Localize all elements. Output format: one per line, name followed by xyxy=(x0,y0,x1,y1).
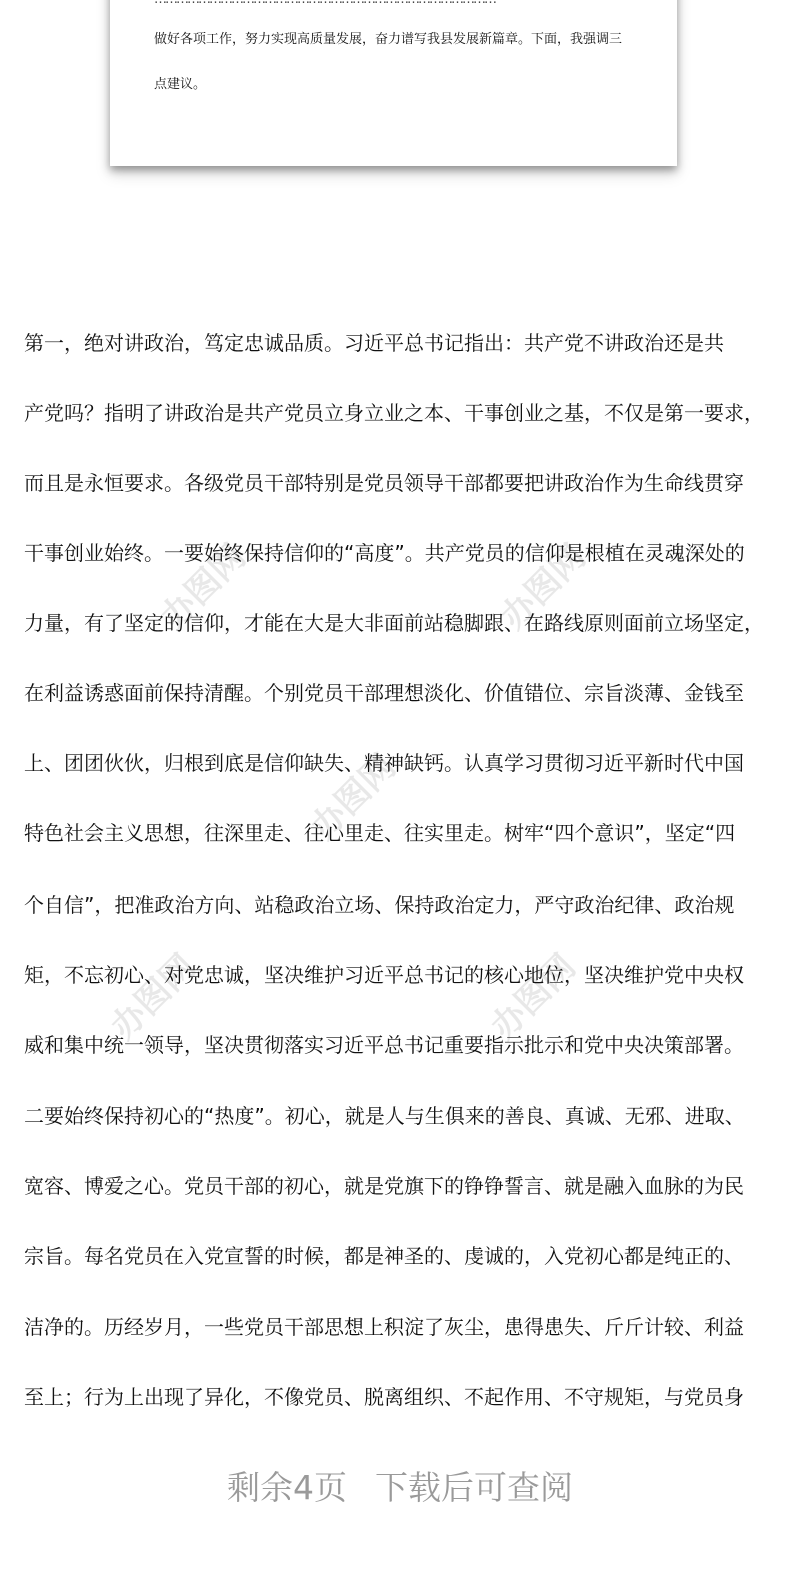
body-line: 威和集中统一领导，坚决贯彻落实习近平总书记重要指示批示和党中央决策部署。 xyxy=(24,1033,744,1057)
body-line: 二要始终保持初心的“热度”。初心，就是人与生俱来的善良、真诚、无邪、进取、 xyxy=(24,1104,745,1128)
body-line: 宽容、博爱之心。党员干部的初心，就是党旗下的铮铮誓言、就是融入血脉的为民 xyxy=(24,1174,744,1198)
download-hint-label: 下载后可查阅 xyxy=(375,1468,573,1507)
body-line: 干事创业始终。一要始终保持信仰的“高度”。共产党员的信仰是根植在灵魂深处的 xyxy=(24,541,745,565)
watermark: 办图网 xyxy=(303,746,404,848)
body-line: 产党吗？指明了讲政治是共产党员立身立业之本、干事创业之基，不仅是第一要求， xyxy=(24,401,764,425)
body-line: 力量，有了坚定的信仰，才能在大是大非面前站稳脚跟、在路线原则面前立场坚定， xyxy=(24,611,764,635)
preview-line: 点建议。 xyxy=(154,77,207,92)
body-line: 至上；行为上出现了异化，不像党员、脱离组织、不起作用、不守规矩，与党员身 xyxy=(24,1385,744,1409)
body-line: 矩，不忘初心、对党忠诚，坚决维护习近平总书记的核心地位，坚决维护党中央权 xyxy=(24,963,744,987)
preview-line xyxy=(154,0,647,8)
body-line: 在利益诱惑面前保持清醒。个别党员干部理想淡化、价值错位、宗旨淡薄、金钱至 xyxy=(24,681,744,705)
watermark: 办图网 xyxy=(153,536,254,638)
body-line: 第一，绝对讲政治，笃定忠诚品质。习近平总书记指出：共产党不讲政治还是共 xyxy=(24,331,724,355)
watermark: 办图网 xyxy=(483,946,584,1048)
body-line: 宗旨。每名党员在入党宣誓的时候，都是神圣的、虔诚的，入党初心都是纯正的、 xyxy=(24,1244,744,1268)
body-line: 特色社会主义思想，往深里走、往心里走、往实里走。树牢“四个意识”，坚定“四 xyxy=(24,821,736,845)
watermark: 办图网 xyxy=(493,536,594,638)
body-line: 上、团团伙伙，归根到底是信仰缺失、精神缺钙。认真学习贯彻习近平新时代中国 xyxy=(24,751,744,775)
body-line: 个自信”，把准政治方向、站稳政治立场、保持政治定力，严守政治纪律、政治规 xyxy=(24,893,735,917)
watermark: 办图网 xyxy=(103,946,204,1048)
document-body xyxy=(0,318,800,1418)
download-prompt[interactable] xyxy=(0,1468,800,1508)
document-preview-card xyxy=(110,0,677,166)
body-line: 洁净的。历经岁月，一些党员干部思想上积淀了灰尘，患得患失、斤斤计较、利益 xyxy=(24,1315,744,1339)
body-line: 而且是永恒要求。各级党员干部特别是党员领导干部都要把讲政治作为生命线贯穿 xyxy=(24,471,744,495)
preview-line: 做好各项工作，努力实现高质量发展，奋力谱写我县发展新篇章。下面，我强调三 xyxy=(154,32,623,47)
remaining-pages-label: 剩余4页 xyxy=(227,1468,347,1507)
